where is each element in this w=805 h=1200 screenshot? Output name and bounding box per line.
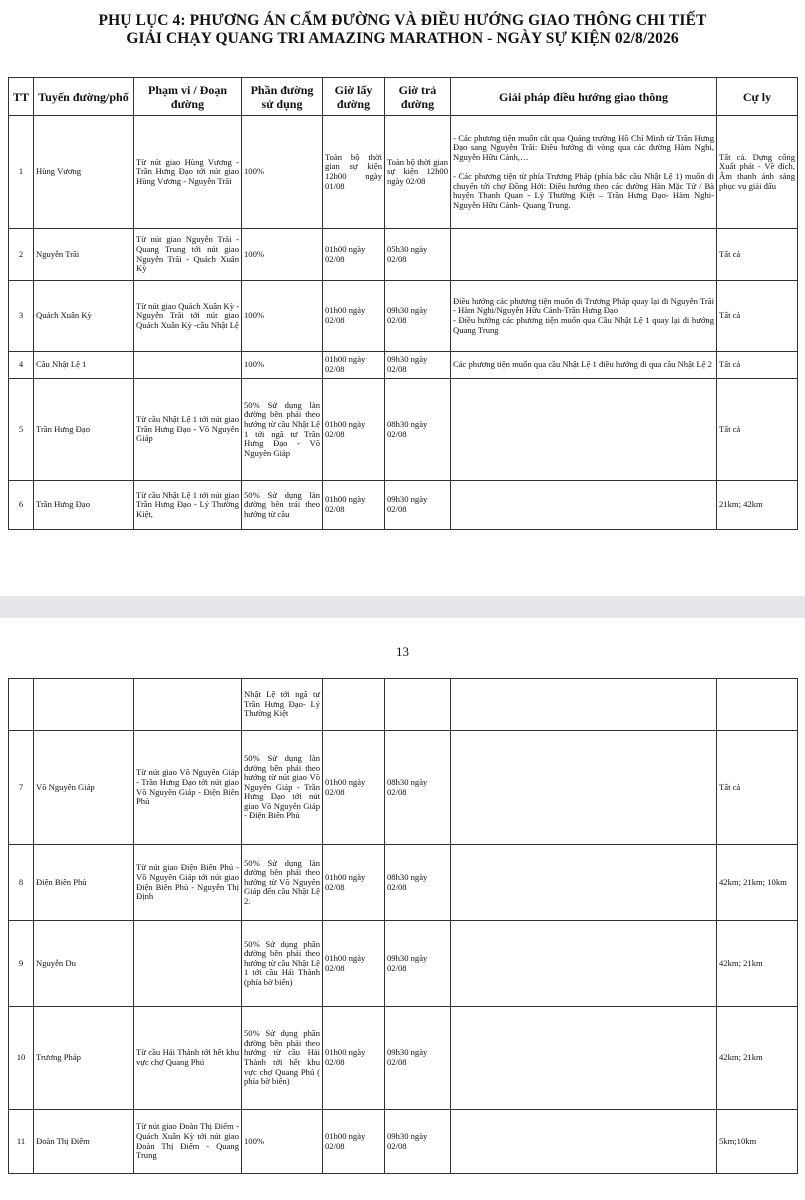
cell-start: 01h00 ngày 02/08 — [323, 1007, 385, 1110]
table-row — [9, 352, 798, 379]
cell-lane: 50% Sử dụng làn đường bên phải theo hướng từ Võ Nguyên Giáp đến cầu Nhật Lệ 2. — [242, 845, 323, 921]
cell-scope: Từ nút giao Đoàn Thị Điểm - Quách Xuân Kỳ tới nút giao Đoàn Thị Điểm - Quang Trung — [134, 1110, 242, 1174]
cell-end: 08h30 ngày 02/08 — [385, 845, 451, 921]
cell-lane: 50% Sử dụng phần đường bên phải theo hướng từ cầu Nhật Lệ 1 tới cầu Hải Thành (phía bờ biển) — [242, 921, 323, 1007]
header-route: Tuyến đường/phố — [34, 78, 134, 116]
title-line-1: PHỤ LỤC 4: PHƯƠNG ÁN CẤM ĐƯỜNG VÀ ĐIỀU HƯỚNG GIAO THÔNG CHI TIẾT — [98, 12, 707, 29]
cell-solution — [451, 1007, 717, 1110]
page-number: 13 — [396, 644, 409, 659]
cell-solution — [451, 229, 717, 281]
cell-scope — [134, 352, 242, 379]
cell-lane: Nhật Lệ tới ngã tư Trần Hưng Đạo- Lý Thường Kiệt — [242, 679, 323, 731]
cell-distance: 21km; 42km — [717, 481, 798, 530]
cell-start: 01h00 ngày 02/08 — [323, 1110, 385, 1174]
cell-solution — [451, 481, 717, 530]
cell-route — [34, 679, 134, 731]
cell-distance: Tất cả — [717, 379, 798, 481]
cell-start: 01h00 ngày 02/08 — [323, 379, 385, 481]
table-row — [9, 481, 798, 530]
cell-route: Đoàn Thị Điểm — [34, 1110, 134, 1174]
title-line-2: GIẢI CHẠY QUANG TRI AMAZING MARATHON - NGÀY SỰ KIỆN 02/8/2026 — [126, 30, 679, 47]
cell-end: 09h30 ngày 02/08 — [385, 281, 451, 352]
cell-distance: Tất cả. Dựng cổng Xuất phát - Về đích, Âm thanh ánh sáng phục vụ giải đấu — [717, 116, 798, 229]
cell-scope: Từ nút giao Điện Biên Phủ - Võ Nguyên Giáp tới nút giao Điện Biên Phủ - Nguyễn Thị Định — [134, 845, 242, 921]
cell-solution — [451, 1110, 717, 1174]
cell-start: 01h00 ngày 02/08 — [323, 352, 385, 379]
cell-end: 09h30 ngày 02/08 — [385, 921, 451, 1007]
cell-end: 08h30 ngày 02/08 — [385, 379, 451, 481]
cell-route: Võ Nguyên Giáp — [34, 731, 134, 845]
cell-solution — [451, 679, 717, 731]
page-separator — [0, 596, 805, 618]
cell-lane: 100% — [242, 281, 323, 352]
cell-tt: 3 — [9, 281, 34, 352]
cell-tt: 1 — [9, 116, 34, 229]
cell-solution — [451, 921, 717, 1007]
cell-scope: Từ cầu Nhật Lệ 1 tới nút giao Trần Hưng Đạo - Lý Thường Kiệt, — [134, 481, 242, 530]
cell-solution: Các phương tiện muốn qua cầu Nhật Lệ 1 điều hướng đi qua cầu Nhật Lệ 2 — [451, 352, 717, 379]
cell-tt: 6 — [9, 481, 34, 530]
cell-end: 09h30 ngày 02/08 — [385, 481, 451, 530]
cell-distance: Tất cả — [717, 352, 798, 379]
cell-route: Quách Xuân Kỳ — [34, 281, 134, 352]
table-row — [9, 679, 798, 731]
table-row — [9, 845, 798, 921]
cell-end: 05h30 ngày 02/08 — [385, 229, 451, 281]
cell-solution — [451, 379, 717, 481]
cell-lane: 50% Sử dụng phần đường bên phải theo hướng từ cầu Hải Thành tới hết khu vực chợ Quang Phú ( phía bờ biển) — [242, 1007, 323, 1110]
cell-route: Cầu Nhật Lệ 1 — [34, 352, 134, 379]
cell-scope: Từ cầu Hải Thành tới hết khu vực chợ Quang Phú — [134, 1007, 242, 1110]
cell-distance: Tất cả — [717, 229, 798, 281]
cell-end: 09h30 ngày 02/08 — [385, 352, 451, 379]
cell-start — [323, 679, 385, 731]
cell-tt: 9 — [9, 921, 34, 1007]
cell-start: Toàn bộ thời gian sự kiện 12h00 ngày 01/08 — [323, 116, 385, 229]
cell-tt: 11 — [9, 1110, 34, 1174]
cell-lane: 100% — [242, 229, 323, 281]
table-row — [9, 281, 798, 352]
cell-scope — [134, 679, 242, 731]
header-tt: TT — [9, 78, 34, 116]
cell-route: Trương Pháp — [34, 1007, 134, 1110]
cell-route: Trần Hưng Đạo — [34, 481, 134, 530]
cell-tt: 2 — [9, 229, 34, 281]
cell-distance: 42km; 21km; 10km — [717, 845, 798, 921]
cell-start: 01h00 ngày 02/08 — [323, 281, 385, 352]
header-solution: Giải pháp điều hướng giao thông — [451, 78, 717, 116]
cell-route: Trần Hưng Đạo — [34, 379, 134, 481]
table-row — [9, 116, 798, 229]
cell-tt: 8 — [9, 845, 34, 921]
cell-start: 01h00 ngày 02/08 — [323, 845, 385, 921]
cell-distance: Tất cả — [717, 731, 798, 845]
header-lane: Phần đường sử dụng — [242, 78, 323, 116]
cell-solution — [451, 731, 717, 845]
header-distance: Cự ly — [717, 78, 798, 116]
cell-distance — [717, 679, 798, 731]
table-header-row — [9, 78, 798, 116]
cell-end: 08h30 ngày 02/08 — [385, 731, 451, 845]
table-row — [9, 229, 798, 281]
document-title — [0, 12, 805, 48]
cell-scope — [134, 921, 242, 1007]
cell-solution — [451, 845, 717, 921]
cell-scope: Từ nút giao Nguyễn Trãi - Quang Trung tới nút giao Nguyễn Trãi - Quách Xuân Kỳ — [134, 229, 242, 281]
cell-distance: 42km; 21km — [717, 921, 798, 1007]
cell-end: Toàn bộ thời gian sự kiện 12h00 ngày 02/08 — [385, 116, 451, 229]
document-page-1 — [0, 0, 805, 596]
cell-scope: Từ cầu Nhật Lệ 1 tới nút giao Trần Hưng Đạo - Võ Nguyên Giáp — [134, 379, 242, 481]
cell-tt: 5 — [9, 379, 34, 481]
cell-end — [385, 679, 451, 731]
document-page-2 — [0, 618, 805, 1200]
traffic-plan-table-continued — [8, 678, 798, 1174]
cell-lane: 50% Sử dụng làn đường bên trái theo hướng từ cầu — [242, 481, 323, 530]
cell-scope: Từ nút giao Võ Nguyên Giáp - Trần Hưng Đạo tới nút giao Võ Nguyên Giáp - Điện Biên Phủ — [134, 731, 242, 845]
table-row — [9, 1007, 798, 1110]
cell-start: 01h00 ngày 02/08 — [323, 229, 385, 281]
cell-tt — [9, 679, 34, 731]
table-row — [9, 921, 798, 1007]
header-scope: Phạm vi / Đoạn đường — [134, 78, 242, 116]
cell-scope: Từ nút giao Hùng Vương - Trần Hưng Đạo tới nút giao Hùng Vương - Nguyễn Trãi — [134, 116, 242, 229]
cell-lane: 100% — [242, 116, 323, 229]
cell-route: Nguyễn Du — [34, 921, 134, 1007]
cell-solution: - Các phương tiện muốn cắt qua Quảng trường Hồ Chí Minh từ Trần Hưng Đạo sang Nguyễn Trãi: Điều hướng đi vòng qua các đường Hàm Nghi, Nguyễn Hữu Cảnh,… - Các phương tiện từ phía Trương Pháp (phía bắc cầu Nhật Lệ 1) muốn di chuyển tới chợ Đồng Hới: Điều hướng theo các đường Hàn Mặc Tử / Bà huyện Thanh Quan - Lý Thường Kiệt – Trần Hưng Đạo- Hàm Nghi- Nguyễn Hữu Cảnh- Quang Trung. — [451, 116, 717, 229]
cell-route: Hùng Vương — [34, 116, 134, 229]
table-body-page-1 — [9, 116, 798, 530]
cell-tt: 10 — [9, 1007, 34, 1110]
cell-distance: Tất cả — [717, 281, 798, 352]
cell-lane: 50% Sử dụng làn đường bên phải theo hướng từ nút giao Võ Nguyên Giáp - Trần Hưng Đạo tới nút giao Võ Nguyên Giáp - Điện Biên Phủ — [242, 731, 323, 845]
header-start: Giờ lấy đường — [323, 78, 385, 116]
cell-distance: 5km;10km — [717, 1110, 798, 1174]
cell-end: 09h30 ngày 02/08 — [385, 1007, 451, 1110]
cell-tt: 4 — [9, 352, 34, 379]
cell-start: 01h00 ngày 02/08 — [323, 921, 385, 1007]
table-body-page-2 — [9, 679, 798, 1174]
cell-start: 01h00 ngày 02/08 — [323, 481, 385, 530]
cell-solution: Điều hướng các phương tiện muốn đi Trương Pháp quay lại đi Nguyễn Trãi - Hàm Nghi/Nguyễn Hữu Cảnh-Trần Hưng Đạo - Điều hướng các phương tiện muốn qua Cầu Nhật Lệ 1 quay lại đi hướng Quang Trung — [451, 281, 717, 352]
cell-distance: 42km; 21km — [717, 1007, 798, 1110]
cell-scope: Từ nút giao Quách Xuân Kỳ - Nguyễn Trãi tới nút giao Quách Xuân Kỳ -cầu Nhật Lệ — [134, 281, 242, 352]
table-row — [9, 731, 798, 845]
header-end: Giờ trả đường — [385, 78, 451, 116]
cell-route: Nguyễn Trãi — [34, 229, 134, 281]
traffic-plan-table — [8, 77, 798, 530]
cell-lane: 50% Sử dụng làn đường bên phải theo hướng từ cầu Nhật Lệ 1 tới ngã tư Trần Hưng Đạo - Võ Nguyên Giáp — [242, 379, 323, 481]
cell-end: 09h30 ngày 02/08 — [385, 1110, 451, 1174]
cell-start: 01h00 ngày 02/08 — [323, 731, 385, 845]
cell-tt: 7 — [9, 731, 34, 845]
cell-route: Điện Biên Phủ — [34, 845, 134, 921]
table-row — [9, 1110, 798, 1174]
cell-lane: 100% — [242, 1110, 323, 1174]
table-row — [9, 379, 798, 481]
cell-lane: 100% — [242, 352, 323, 379]
